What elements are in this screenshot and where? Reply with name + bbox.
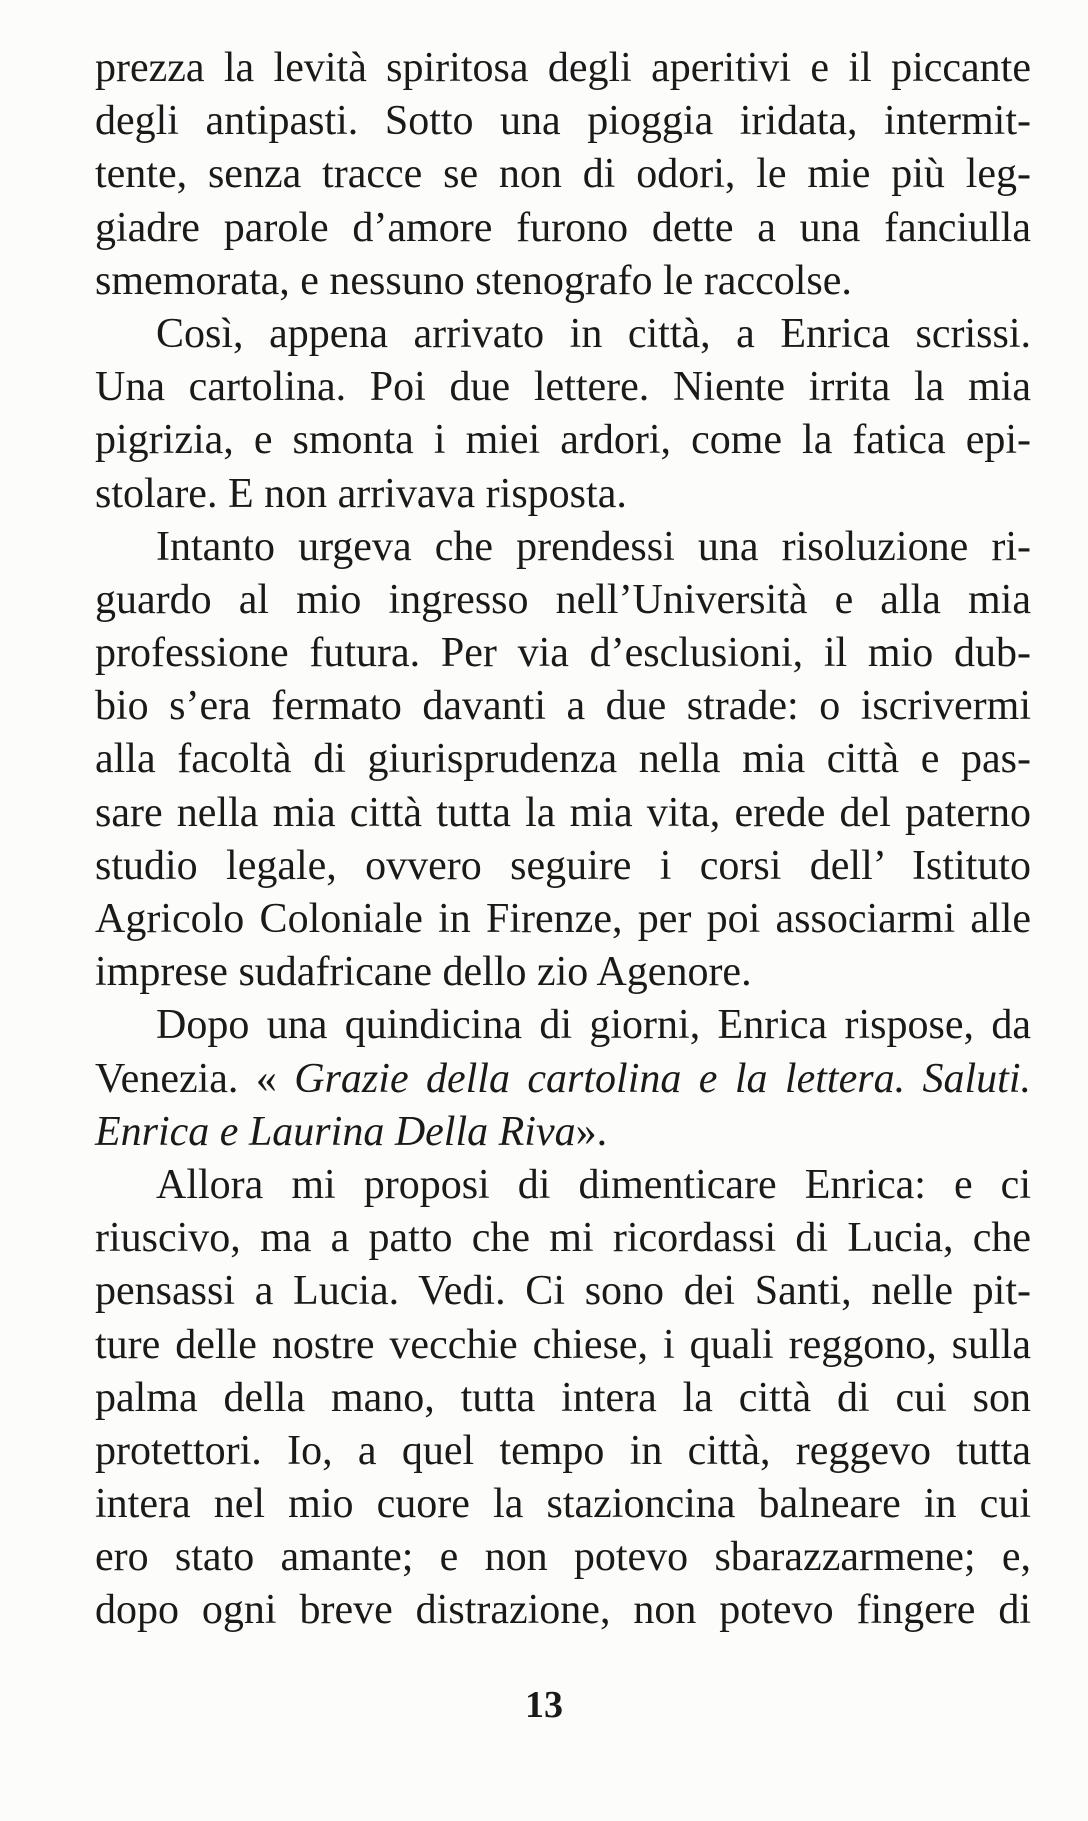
text-line: Agricolo Coloniale in Firenze, per poi associarmi alle: [95, 896, 1031, 942]
text-line: tente, senza tracce se non di odori, le mie più leg-: [95, 151, 1031, 198]
text-line: guardo al mio ingresso nell’Università e alla mia: [95, 576, 1031, 623]
text-line: intera nel mio cuore la stazioncina balneare in cui: [95, 1481, 1031, 1528]
text-line: Una cartolina. Poi due lettere. Niente irrita la mia: [95, 364, 1031, 411]
text-line: smemorata, e nessuno stenografo le raccolse.: [95, 257, 852, 304]
text-fragment: Venezia. «: [95, 1055, 277, 1102]
text-line: [95, 1053, 1031, 1106]
text-line: ture delle nostre vecchie chiese, i quali reggono, sulla: [95, 1321, 1031, 1368]
text-line: sare nella mia città tutta la mia vita, erede del paterno: [95, 789, 1031, 836]
quoted-letter-text: Grazie della cartolina e la lettera. Saluti.: [294, 1055, 1031, 1102]
text-line: stolare. E non arrivava risposta.: [95, 470, 627, 517]
text-line: Dopo una quindicina di giorni, Enrica rispose, da: [156, 1002, 1031, 1049]
quoted-letter-signature: Enrica e Laurina Della Riva: [95, 1108, 576, 1155]
text-line: Allora mi proposi di dimenticare Enrica: e ci: [156, 1161, 1031, 1208]
paragraph: [95, 521, 1031, 1000]
text-line: imprese sudafricane dello zio Agenore.: [95, 949, 752, 996]
paragraph: [95, 999, 1031, 1159]
text-line: bio s’era fermato davanti a due strade: o iscrivermi: [95, 683, 1031, 730]
text-line: prezza la levità spiritosa degli aperitivi e il piccante: [95, 45, 1031, 91]
text-fragment: ».: [575, 1108, 608, 1155]
paragraph: [95, 308, 1031, 521]
text-line: pensassi a Lucia. Vedi. Ci sono dei Santi, nelle pit-: [95, 1268, 1031, 1315]
text-line: studio legale, ovvero seguire i corsi dell’ Istituto: [95, 842, 1031, 889]
text-block: [95, 42, 1031, 1638]
page-number: 13: [525, 1684, 563, 1726]
text-line: alla facoltà di giurisprudenza nella mia città e pas-: [95, 736, 1031, 783]
text-line: [95, 1106, 1031, 1159]
paragraph: [95, 42, 1031, 308]
text-line: dopo ogni breve distrazione, non potevo fingere di: [95, 1587, 1031, 1634]
text-line: Così, appena arrivato in città, a Enrica scrissi.: [156, 310, 1031, 357]
text-line: professione futura. Per via d’esclusioni, il mio dub-: [95, 630, 1031, 677]
text-line: giadre parole d’amore furono dette a una fanciulla: [95, 204, 1031, 251]
text-line: Intanto urgeva che prendessi una risoluzione ri-: [156, 523, 1031, 570]
text-line: palma della mano, tutta intera la città di cui son: [95, 1374, 1031, 1421]
text-line: degli antipasti. Sotto una pioggia iridata, intermit-: [95, 98, 1031, 145]
text-line: riuscivo, ma a patto che mi ricordassi di Lucia, che: [95, 1215, 1031, 1262]
text-line: pigrizia, e smonta i miei ardori, come la fatica epi-: [95, 417, 1031, 464]
paragraph: [95, 1159, 1031, 1638]
text-line: protettori. Io, a quel tempo in città, reggevo tutta: [95, 1427, 1031, 1474]
text-line: ero stato amante; e non potevo sbarazzarmene; e,: [95, 1534, 1031, 1581]
